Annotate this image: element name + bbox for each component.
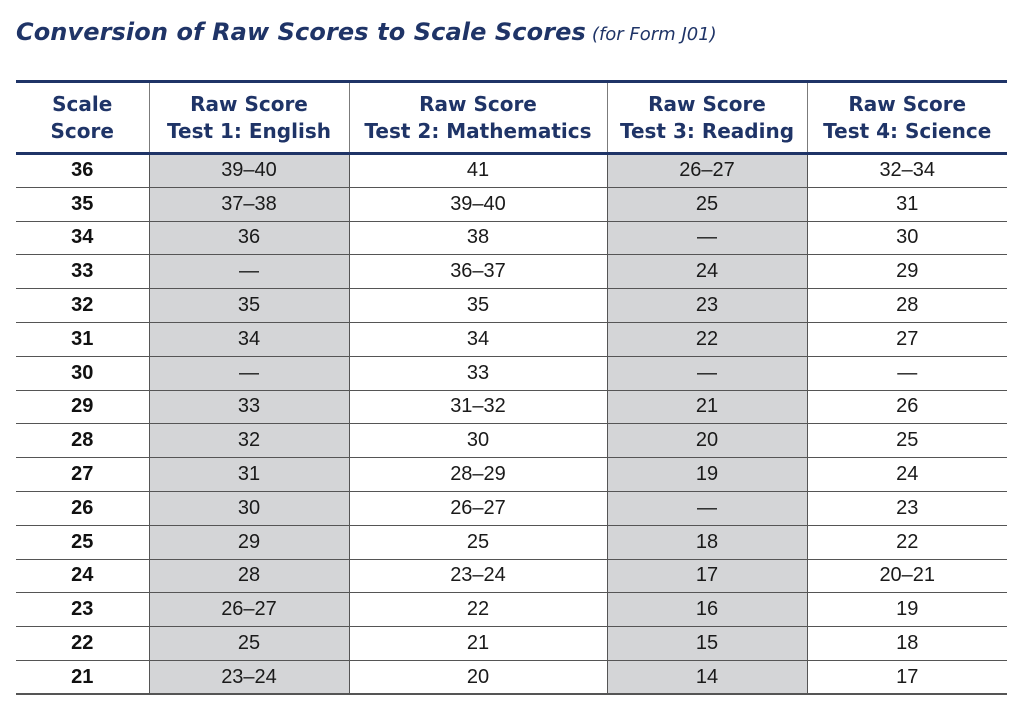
title-main: Conversion of Raw Scores to Scale Scores xyxy=(16,18,586,46)
cell-scale-score: 24 xyxy=(16,559,149,593)
header-line2: Test 1: English xyxy=(167,118,331,143)
cell-science: 32–34 xyxy=(807,154,1007,188)
cell-scale-score: 36 xyxy=(16,154,149,188)
table-row xyxy=(16,187,1007,221)
cell-reading: 14 xyxy=(607,660,807,694)
cell-english: 36 xyxy=(149,221,349,255)
cell-scale-score: 25 xyxy=(16,525,149,559)
table-row xyxy=(16,491,1007,525)
table-row xyxy=(16,221,1007,255)
cell-science: 17 xyxy=(807,660,1007,694)
cell-reading: 20 xyxy=(607,424,807,458)
cell-science: 23 xyxy=(807,491,1007,525)
cell-scale-score: 33 xyxy=(16,255,149,289)
cell-scale-score: 22 xyxy=(16,627,149,661)
cell-science: 24 xyxy=(807,458,1007,492)
cell-scale-score: 34 xyxy=(16,221,149,255)
header-line1: Raw Score xyxy=(419,91,537,116)
title-subtitle: (for Form J01) xyxy=(591,24,717,45)
cell-reading: 22 xyxy=(607,322,807,356)
page-title xyxy=(16,18,717,46)
cell-english: — xyxy=(149,255,349,289)
cell-science: 19 xyxy=(807,593,1007,627)
table-row xyxy=(16,356,1007,390)
cell-mathematics: 26–27 xyxy=(349,491,607,525)
header-english xyxy=(149,82,349,154)
cell-reading: 15 xyxy=(607,627,807,661)
cell-science: 29 xyxy=(807,255,1007,289)
cell-reading: 26–27 xyxy=(607,154,807,188)
header-line2: Test 3: Reading xyxy=(619,118,795,143)
cell-scale-score: 23 xyxy=(16,593,149,627)
cell-science: — xyxy=(807,356,1007,390)
cell-reading: 16 xyxy=(607,593,807,627)
header-line1: Raw Score xyxy=(648,91,766,116)
cell-mathematics: 41 xyxy=(349,154,607,188)
cell-english: 34 xyxy=(149,322,349,356)
cell-mathematics: 31–32 xyxy=(349,390,607,424)
cell-mathematics: 33 xyxy=(349,356,607,390)
cell-reading: — xyxy=(607,491,807,525)
conversion-table xyxy=(16,80,1007,695)
header-scale-score xyxy=(16,82,149,154)
cell-reading: 17 xyxy=(607,559,807,593)
cell-mathematics: 25 xyxy=(349,525,607,559)
table-row xyxy=(16,525,1007,559)
cell-science: 22 xyxy=(807,525,1007,559)
table-row xyxy=(16,390,1007,424)
cell-scale-score: 32 xyxy=(16,289,149,323)
header-mathematics xyxy=(349,82,607,154)
cell-reading: 25 xyxy=(607,187,807,221)
cell-reading: 23 xyxy=(607,289,807,323)
table-row xyxy=(16,593,1007,627)
cell-english: 32 xyxy=(149,424,349,458)
cell-science: 20–21 xyxy=(807,559,1007,593)
header-line1: Raw Score xyxy=(848,91,967,116)
cell-english: 30 xyxy=(149,491,349,525)
header-line2: Test 2: Mathematics xyxy=(364,118,592,143)
cell-science: 25 xyxy=(807,424,1007,458)
header-line1: Scale xyxy=(52,91,113,116)
cell-scale-score: 21 xyxy=(16,660,149,694)
table-row xyxy=(16,424,1007,458)
cell-reading: 24 xyxy=(607,255,807,289)
cell-scale-score: 35 xyxy=(16,187,149,221)
cell-scale-score: 27 xyxy=(16,458,149,492)
cell-english: 33 xyxy=(149,390,349,424)
cell-science: 28 xyxy=(807,289,1007,323)
cell-english: 25 xyxy=(149,627,349,661)
header-line2: Score xyxy=(50,118,114,143)
cell-science: 26 xyxy=(807,390,1007,424)
cell-reading: — xyxy=(607,221,807,255)
cell-english: 29 xyxy=(149,525,349,559)
cell-english: 23–24 xyxy=(149,660,349,694)
header-science xyxy=(807,82,1007,154)
cell-english: 31 xyxy=(149,458,349,492)
cell-english: 26–27 xyxy=(149,593,349,627)
cell-scale-score: 30 xyxy=(16,356,149,390)
cell-scale-score: 29 xyxy=(16,390,149,424)
cell-reading: — xyxy=(607,356,807,390)
cell-scale-score: 28 xyxy=(16,424,149,458)
cell-mathematics: 20 xyxy=(349,660,607,694)
cell-mathematics: 22 xyxy=(349,593,607,627)
table-row xyxy=(16,660,1007,694)
cell-scale-score: 31 xyxy=(16,322,149,356)
cell-reading: 21 xyxy=(607,390,807,424)
header-line2: Test 4: Science xyxy=(823,118,992,143)
cell-english: 39–40 xyxy=(149,154,349,188)
header-row xyxy=(16,82,1007,154)
table-row xyxy=(16,322,1007,356)
cell-mathematics: 38 xyxy=(349,221,607,255)
cell-science: 31 xyxy=(807,187,1007,221)
cell-science: 27 xyxy=(807,322,1007,356)
header-reading xyxy=(607,82,807,154)
cell-mathematics: 36–37 xyxy=(349,255,607,289)
table-row xyxy=(16,255,1007,289)
cell-science: 30 xyxy=(807,221,1007,255)
table-row xyxy=(16,458,1007,492)
cell-science: 18 xyxy=(807,627,1007,661)
cell-english: 35 xyxy=(149,289,349,323)
table-row xyxy=(16,559,1007,593)
cell-mathematics: 30 xyxy=(349,424,607,458)
cell-scale-score: 26 xyxy=(16,491,149,525)
table-row xyxy=(16,289,1007,323)
cell-mathematics: 35 xyxy=(349,289,607,323)
cell-english: 37–38 xyxy=(149,187,349,221)
cell-mathematics: 34 xyxy=(349,322,607,356)
cell-mathematics: 23–24 xyxy=(349,559,607,593)
cell-mathematics: 39–40 xyxy=(349,187,607,221)
cell-mathematics: 28–29 xyxy=(349,458,607,492)
table-row xyxy=(16,154,1007,188)
cell-reading: 18 xyxy=(607,525,807,559)
cell-reading: 19 xyxy=(607,458,807,492)
table-header xyxy=(16,82,1007,154)
table-row xyxy=(16,627,1007,661)
cell-mathematics: 21 xyxy=(349,627,607,661)
cell-english: 28 xyxy=(149,559,349,593)
header-line1: Raw Score xyxy=(190,91,308,116)
table-body xyxy=(16,154,1007,695)
cell-english: — xyxy=(149,356,349,390)
